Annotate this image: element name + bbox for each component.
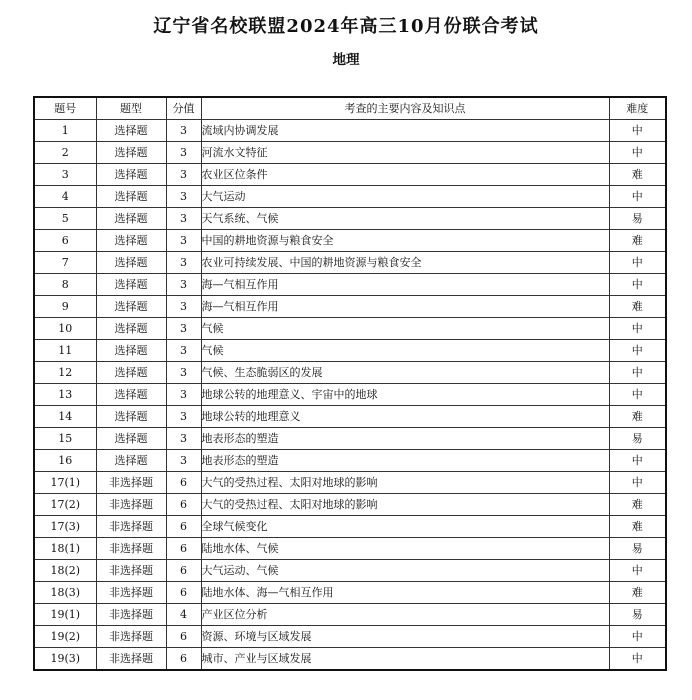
table-body (34, 120, 666, 671)
question-type: 非选择题 (96, 626, 166, 648)
question-number: 11 (34, 340, 96, 362)
question-number: 3 (34, 164, 96, 186)
question-content: 农业区位条件 (201, 164, 609, 186)
question-number: 7 (34, 252, 96, 274)
table-row (34, 340, 666, 362)
question-content: 地表形态的塑造 (201, 428, 609, 450)
question-difficulty: 难 (609, 296, 666, 318)
table-row (34, 120, 666, 142)
question-score: 6 (166, 626, 201, 648)
question-number: 12 (34, 362, 96, 384)
question-difficulty: 中 (609, 252, 666, 274)
question-type: 选择题 (96, 450, 166, 472)
table-row (34, 296, 666, 318)
column-header-type: 题型 (96, 97, 166, 120)
question-type: 选择题 (96, 318, 166, 340)
question-content: 河流水文特征 (201, 142, 609, 164)
question-number: 8 (34, 274, 96, 296)
question-number: 4 (34, 186, 96, 208)
question-content: 产业区位分析 (201, 604, 609, 626)
table-row (34, 362, 666, 384)
question-type: 选择题 (96, 406, 166, 428)
question-score: 3 (166, 186, 201, 208)
table-row (34, 186, 666, 208)
question-difficulty: 中 (609, 560, 666, 582)
question-type: 非选择题 (96, 604, 166, 626)
table-row (34, 164, 666, 186)
question-score: 6 (166, 648, 201, 671)
question-difficulty: 难 (609, 164, 666, 186)
question-number: 13 (34, 384, 96, 406)
question-content: 大气的受热过程、太阳对地球的影响 (201, 472, 609, 494)
question-number: 17(2) (34, 494, 96, 516)
column-header-number: 题号 (34, 97, 96, 120)
question-type: 选择题 (96, 340, 166, 362)
table-row (34, 142, 666, 164)
question-type: 选择题 (96, 142, 166, 164)
question-content: 资源、环境与区域发展 (201, 626, 609, 648)
question-type: 非选择题 (96, 494, 166, 516)
question-content: 海—气相互作用 (201, 274, 609, 296)
question-type: 非选择题 (96, 516, 166, 538)
question-content: 地表形态的塑造 (201, 450, 609, 472)
question-score: 3 (166, 362, 201, 384)
table-row (34, 384, 666, 406)
column-header-score: 分值 (166, 97, 201, 120)
question-number: 2 (34, 142, 96, 164)
question-content: 大气运动、气候 (201, 560, 609, 582)
question-difficulty: 难 (609, 582, 666, 604)
table-row (34, 582, 666, 604)
question-score: 6 (166, 582, 201, 604)
question-content: 天气系统、气候 (201, 208, 609, 230)
question-difficulty: 中 (609, 142, 666, 164)
table-row (34, 604, 666, 626)
question-type: 非选择题 (96, 538, 166, 560)
question-content: 气候 (201, 340, 609, 362)
question-difficulty: 易 (609, 538, 666, 560)
question-content: 地球公转的地理意义 (201, 406, 609, 428)
question-type: 选择题 (96, 274, 166, 296)
question-number: 14 (34, 406, 96, 428)
table-row (34, 274, 666, 296)
table-row (34, 208, 666, 230)
column-header-difficulty: 难度 (609, 97, 666, 120)
question-content: 全球气候变化 (201, 516, 609, 538)
question-number: 17(1) (34, 472, 96, 494)
question-score: 6 (166, 472, 201, 494)
question-number: 17(3) (34, 516, 96, 538)
question-difficulty: 易 (609, 604, 666, 626)
question-number: 16 (34, 450, 96, 472)
question-type: 非选择题 (96, 582, 166, 604)
question-difficulty: 中 (609, 318, 666, 340)
column-header-content: 考查的主要内容及知识点 (201, 97, 609, 120)
table-row (34, 428, 666, 450)
question-score: 6 (166, 516, 201, 538)
question-number: 9 (34, 296, 96, 318)
question-content: 地球公转的地理意义、宇宙中的地球 (201, 384, 609, 406)
question-score: 3 (166, 120, 201, 142)
question-score: 6 (166, 494, 201, 516)
question-content: 大气的受热过程、太阳对地球的影响 (201, 494, 609, 516)
question-type: 选择题 (96, 120, 166, 142)
exam-analysis-table (33, 96, 667, 671)
question-type: 选择题 (96, 208, 166, 230)
question-type: 选择题 (96, 252, 166, 274)
table-row (34, 472, 666, 494)
question-score: 3 (166, 252, 201, 274)
question-content: 中国的耕地资源与粮食安全 (201, 230, 609, 252)
question-number: 19(2) (34, 626, 96, 648)
question-type: 选择题 (96, 164, 166, 186)
question-number: 18(2) (34, 560, 96, 582)
table-row (34, 494, 666, 516)
question-score: 3 (166, 318, 201, 340)
question-content: 气候、生态脆弱区的发展 (201, 362, 609, 384)
question-type: 选择题 (96, 230, 166, 252)
question-type: 非选择题 (96, 648, 166, 671)
question-number: 15 (34, 428, 96, 450)
question-difficulty: 中 (609, 362, 666, 384)
question-difficulty: 中 (609, 274, 666, 296)
page-title: 辽宁省名校联盟2024年高三10月份联合考试 (153, 16, 539, 37)
question-difficulty: 中 (609, 384, 666, 406)
question-score: 3 (166, 340, 201, 362)
question-difficulty: 易 (609, 428, 666, 450)
question-difficulty: 中 (609, 340, 666, 362)
question-difficulty: 中 (609, 186, 666, 208)
question-number: 19(1) (34, 604, 96, 626)
table-row (34, 538, 666, 560)
question-number: 18(1) (34, 538, 96, 560)
question-score: 6 (166, 560, 201, 582)
question-score: 3 (166, 142, 201, 164)
question-difficulty: 难 (609, 406, 666, 428)
table-row (34, 560, 666, 582)
question-number: 10 (34, 318, 96, 340)
question-type: 选择题 (96, 296, 166, 318)
question-type: 非选择题 (96, 472, 166, 494)
table-row (34, 252, 666, 274)
question-score: 3 (166, 384, 201, 406)
question-type: 选择题 (96, 362, 166, 384)
question-difficulty: 中 (609, 626, 666, 648)
table-row (34, 648, 666, 671)
question-type: 选择题 (96, 428, 166, 450)
question-difficulty: 难 (609, 494, 666, 516)
table-row (34, 516, 666, 538)
question-score: 3 (166, 296, 201, 318)
subject-title: 地理 (332, 52, 360, 68)
question-content: 陆地水体、海—气相互作用 (201, 582, 609, 604)
question-score: 3 (166, 208, 201, 230)
question-content: 气候 (201, 318, 609, 340)
table-header-row (34, 97, 666, 120)
question-number: 5 (34, 208, 96, 230)
question-score: 3 (166, 164, 201, 186)
question-difficulty: 难 (609, 230, 666, 252)
question-score: 3 (166, 274, 201, 296)
question-difficulty: 易 (609, 208, 666, 230)
table-row (34, 230, 666, 252)
question-type: 非选择题 (96, 560, 166, 582)
question-score: 3 (166, 230, 201, 252)
question-score: 6 (166, 538, 201, 560)
question-score: 4 (166, 604, 201, 626)
question-content: 城市、产业与区域发展 (201, 648, 609, 671)
question-type: 选择题 (96, 384, 166, 406)
question-score: 3 (166, 450, 201, 472)
question-number: 6 (34, 230, 96, 252)
question-number: 1 (34, 120, 96, 142)
question-score: 3 (166, 406, 201, 428)
question-content: 农业可持续发展、中国的耕地资源与粮食安全 (201, 252, 609, 274)
question-difficulty: 中 (609, 450, 666, 472)
question-score: 3 (166, 428, 201, 450)
question-difficulty: 中 (609, 472, 666, 494)
question-difficulty: 难 (609, 516, 666, 538)
question-content: 流域内协调发展 (201, 120, 609, 142)
question-type: 选择题 (96, 186, 166, 208)
question-content: 陆地水体、气候 (201, 538, 609, 560)
table-row (34, 450, 666, 472)
table-row (34, 318, 666, 340)
question-difficulty: 中 (609, 120, 666, 142)
table-row (34, 406, 666, 428)
question-number: 18(3) (34, 582, 96, 604)
question-number: 19(3) (34, 648, 96, 671)
question-content: 大气运动 (201, 186, 609, 208)
table-row (34, 626, 666, 648)
question-difficulty: 中 (609, 648, 666, 671)
question-content: 海—气相互作用 (201, 296, 609, 318)
